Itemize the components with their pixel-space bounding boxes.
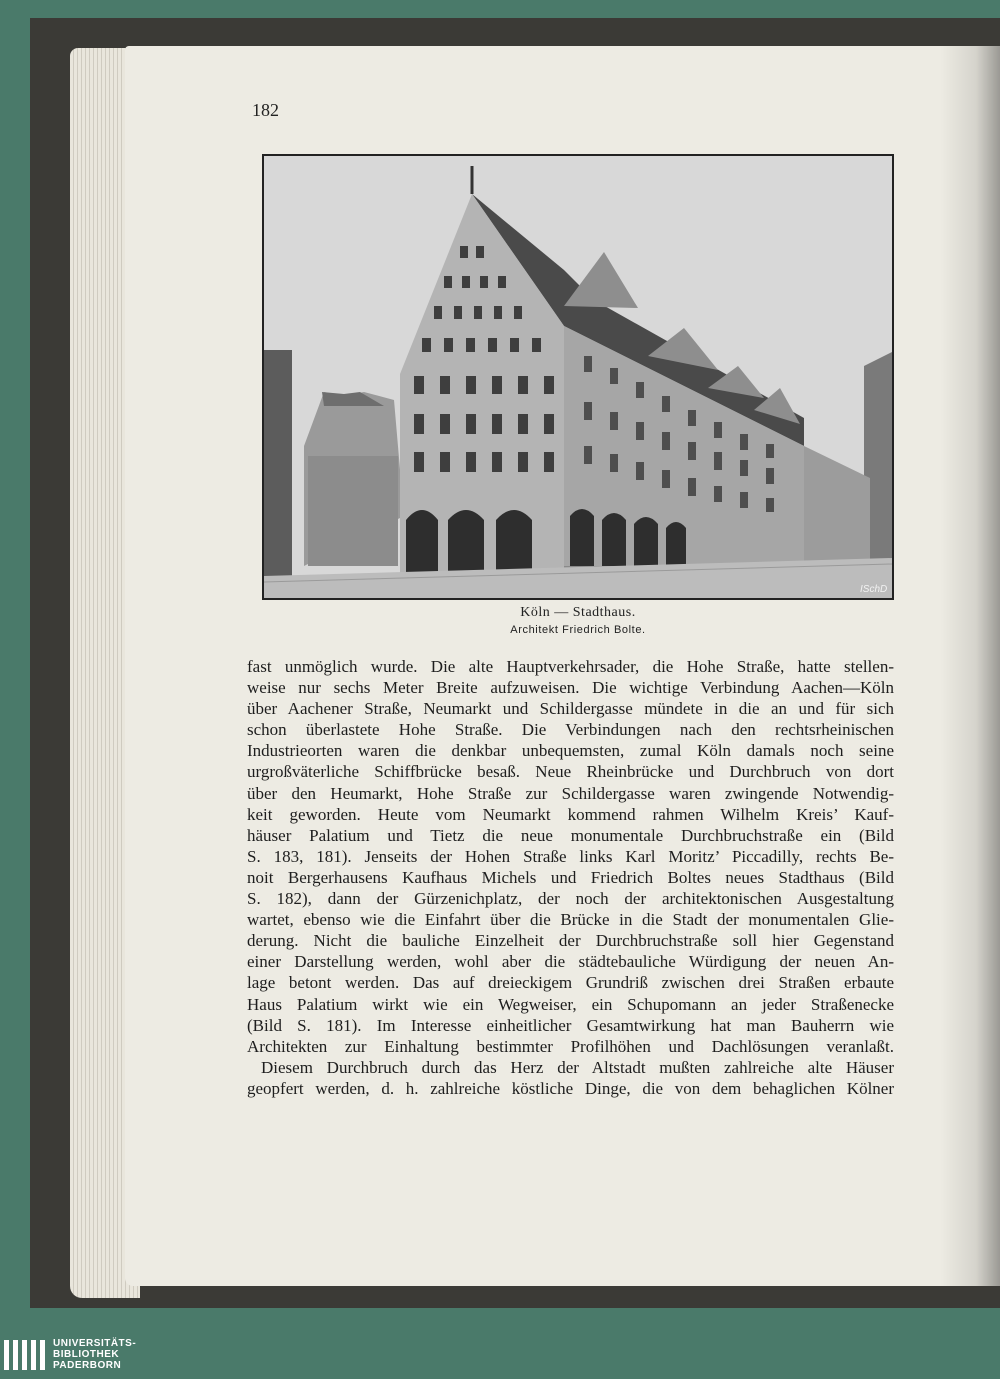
- text-line: einer Darstellung werden, wohl aber die städtebauliche Würdigung der neuen An-: [247, 952, 894, 972]
- logo-bars-icon: [4, 1340, 45, 1370]
- page-number: 182: [252, 100, 279, 120]
- text-line: über den Heumarkt, Hohe Straße zur Schildergasse waren zwingende Notwendig-: [247, 783, 894, 803]
- text-line: Diesem Durchbruch durch das Herz der Altstadt mußten zahlreiche alte Häuser: [261, 1057, 894, 1077]
- figure-caption-subtitle: Architekt Friedrich Bolte.: [510, 624, 646, 636]
- text-line: urgroßväterliche Schiffbrücke besaß. Neue Rheinbrücke und Durchbruch von dort: [247, 762, 894, 782]
- text-line: noit Bergerhausens Kaufhaus Michels und Friedrich Boltes neues Stadthaus (Bild: [247, 867, 894, 887]
- text-line: Haus Palatium wirkt wie ein Wegweiser, ein Schupomann an jeder Straßenecke: [247, 994, 894, 1014]
- text-line: häuser Palatium und Tietz die neue monumentale Durchbruchstraße ein (Bild: [247, 825, 894, 845]
- text-line: fast unmöglich wurde. Die alte Hauptverkehrsader, die Hohe Straße, hatte stellen-: [247, 657, 894, 676]
- logo-line-3: PADERBORN: [53, 1360, 122, 1371]
- logo-text: [53, 1338, 136, 1371]
- text-line: S. 183, 181). Jenseits der Hohen Straße links Karl Moritz’ Piccadilly, rechts Be-: [247, 846, 894, 866]
- logo-line-2: BIBLIOTHEK: [53, 1349, 120, 1360]
- text-line: Industrieorten waren die denkbar unbequemsten, zumal Köln damals noch seine: [247, 741, 894, 761]
- text-line: Architekten zur Einhaltung bestimmter Profilhöhen und Dachlösungen veranlaßt.: [247, 1036, 894, 1056]
- text-line: weise nur sechs Meter Breite aufzuweisen. Die wichtige Verbindung Aachen—Köln: [247, 678, 894, 698]
- text-line: schon überlastete Hohe Straße. Die Verbindungen nach den rechtsrheinischen: [247, 720, 894, 740]
- text-line: über Aachener Straße, Neumarkt und Schildergasse mündete in die an und für sich: [247, 699, 894, 719]
- text-line: keit geworden. Heute vom Neumarkt kommend rahmen Wilhelm Kreis’ Kauf-: [247, 804, 894, 824]
- text-line: (Bild S. 181). Im Interesse einheitlicher Gesamtwirkung hat man Bauherrn wie: [247, 1015, 894, 1035]
- library-logo: [0, 1330, 136, 1379]
- text-line: lage betont werden. Das auf dreieckigem Grundriß zwischen drei Straßen erbaute: [247, 973, 894, 993]
- logo-line-1: UNIVERSITÄTS-: [53, 1338, 137, 1349]
- body-text: [247, 656, 894, 1099]
- gutter-shadow: [940, 46, 1000, 1286]
- text-line: wartet, ebenso wie die Einfahrt über die Brücke in die Stadt der monumentalen Glie-: [247, 910, 894, 930]
- text-line: derung. Nicht die bauliche Einzelheit der Durchbruchstraße soll hier Gegenstand: [247, 931, 894, 951]
- building-photo: [262, 154, 894, 600]
- text-line: geopfert werden, d. h. zahlreiche köstliche Dinge, die von dem behaglichen Kölner: [247, 1078, 894, 1098]
- svg-text:ISchD: ISchD: [860, 584, 888, 595]
- text-line: S. 182), dann der Gürzenichplatz, der noch der architektonischen Ausgestaltung: [247, 889, 894, 909]
- figure-caption-title: Köln — Stadthaus.: [520, 605, 636, 620]
